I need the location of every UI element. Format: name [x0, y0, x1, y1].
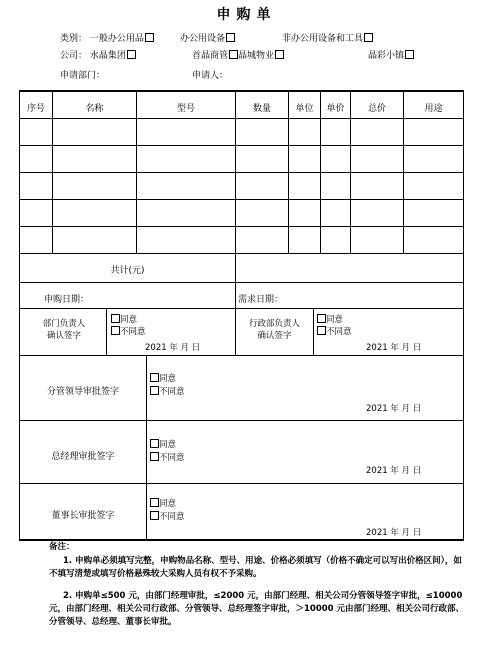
dept-agree-option[interactable]: 同意	[110, 313, 137, 325]
table-row[interactable]	[20, 173, 463, 199]
col-header-quantity: 数量	[252, 104, 271, 114]
checkbox-icon[interactable]	[226, 33, 235, 42]
gm-date-line: 2021 年 月 日	[366, 466, 422, 476]
col-header-name: 名称	[85, 104, 104, 114]
need-date-label: 需求日期：	[238, 295, 284, 305]
category-office-equipment: 办公用设备	[180, 31, 235, 44]
checkbox-icon[interactable]	[317, 326, 326, 335]
company-jingcai: 晶彩小镇	[368, 48, 414, 61]
table-row[interactable]	[20, 146, 463, 172]
branch-agree-option[interactable]: 同意	[149, 372, 176, 384]
checkbox-icon[interactable]	[111, 314, 120, 323]
chairman-date-line: 2021 年 月 日	[366, 528, 422, 538]
checkbox-icon[interactable]	[150, 439, 159, 448]
admin-date-line: 2021 年 月 日	[366, 343, 422, 353]
total-label: 共计(元)	[110, 266, 145, 276]
dept-label: 申请部门：	[60, 71, 106, 81]
admin-agree-option[interactable]: 同意	[316, 313, 343, 325]
category-label: 类别：	[60, 34, 88, 44]
checkbox-icon[interactable]	[150, 386, 159, 395]
admin-disagree-option[interactable]: 不同意	[316, 325, 352, 337]
table-row[interactable]	[20, 227, 463, 253]
checkbox-icon[interactable]	[405, 50, 414, 59]
page-title: 申购单	[216, 7, 277, 23]
checkbox-icon[interactable]	[229, 50, 238, 59]
checkbox-icon[interactable]	[145, 33, 154, 42]
table-row[interactable]	[20, 200, 463, 226]
checkbox-icon[interactable]	[111, 326, 120, 335]
company-row: 公司： 水晶集团	[60, 48, 136, 61]
category-general: 一般办公用品	[89, 34, 144, 44]
checkbox-icon[interactable]	[150, 452, 159, 461]
company-options: 首晶商管 晶城物业	[192, 48, 284, 61]
total-value-field[interactable]	[236, 254, 463, 282]
col-header-usage: 用途	[424, 104, 443, 114]
dept-head-label: 部门负责人 确认签字	[42, 319, 86, 341]
category-row	[60, 31, 154, 44]
checkbox-icon[interactable]	[150, 511, 159, 520]
chairman-agree-option[interactable]: 同意	[149, 497, 176, 509]
checkbox-icon[interactable]	[364, 33, 373, 42]
gm-agree-option[interactable]: 同意	[149, 438, 176, 450]
table-row[interactable]	[20, 119, 463, 145]
col-header-model: 型号	[176, 104, 195, 114]
dept-date-line: 2021 年 月 日	[145, 343, 201, 353]
purchase-date-label: 申购日期：	[44, 295, 90, 305]
notes-item-1: 1. 申购单必须填写完整，申购物品名称、型号、用途、价格必须填写（价格不确定可以写出价格区间），如不填写清楚或填写价格悬殊较大采购人员有权不予采购。	[49, 556, 462, 579]
checkbox-icon[interactable]	[275, 50, 284, 59]
checkbox-icon[interactable]	[317, 314, 326, 323]
applicant-label: 申请人：	[192, 71, 229, 81]
notes-heading: 备注：	[49, 542, 75, 552]
col-header-index: 序号	[26, 104, 45, 114]
company-label: 公司：	[60, 51, 88, 61]
branch-date-line: 2021 年 月 日	[366, 404, 422, 414]
category-non-office: 非办公用设备和工具	[282, 31, 373, 44]
gm-label: 总经理审批签字	[51, 452, 115, 462]
branch-disagree-option[interactable]: 不同意	[149, 385, 185, 397]
gm-disagree-option[interactable]: 不同意	[149, 451, 185, 463]
col-header-unit: 单位	[295, 104, 314, 114]
branch-leader-label: 分管领导审批签字	[46, 387, 119, 397]
col-header-total-price: 总价	[367, 104, 386, 114]
chairman-disagree-option[interactable]: 不同意	[149, 510, 185, 522]
dept-disagree-option[interactable]: 不同意	[110, 325, 146, 337]
admin-head-label: 行政部负责人 确认签字	[248, 319, 300, 341]
checkbox-icon[interactable]	[150, 373, 159, 382]
col-header-unit-price: 单价	[326, 104, 345, 114]
checkbox-icon[interactable]	[150, 498, 159, 507]
checkbox-icon[interactable]	[127, 50, 136, 59]
notes-item-2: 2. 申购单≤500 元，由部门经理审批，≤2000 元，由部门经理、相关公司分管领导签字审批，≤10000 元，由部门经理、相关公司行政部、分管领导、总经理签字审批，＞10000 元由部门经理、相关公司行政部、分管领导、总经理、董事长审批。	[49, 591, 465, 627]
chairman-label: 董事长审批签字	[51, 511, 115, 521]
